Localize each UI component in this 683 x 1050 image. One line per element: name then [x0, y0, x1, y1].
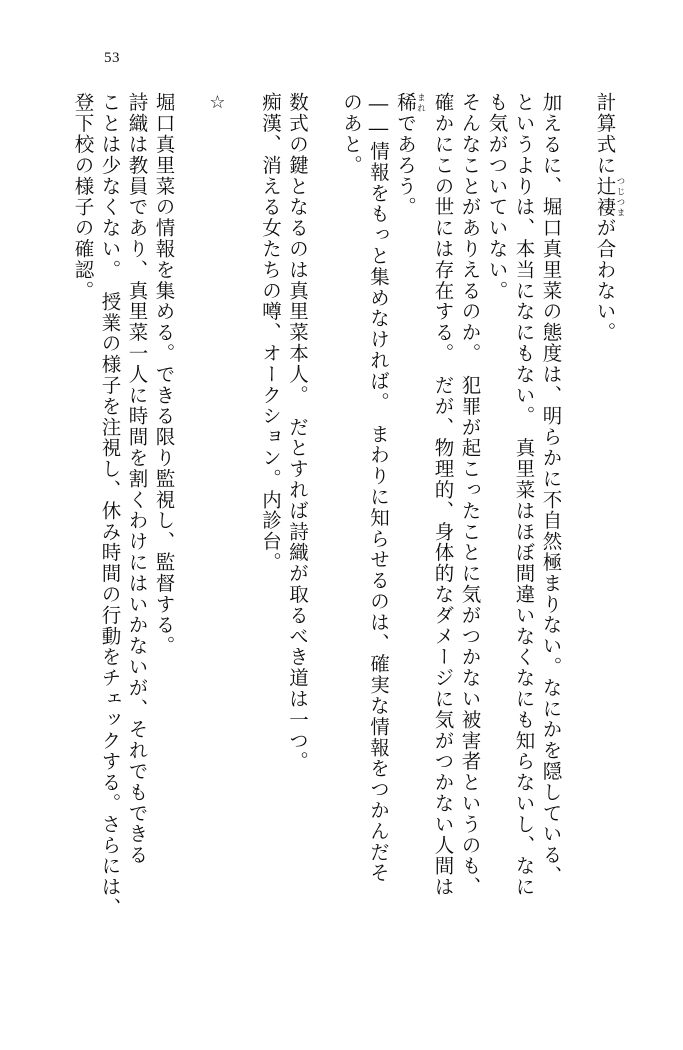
text-line-blank: [315, 92, 335, 992]
text-line-blank: [234, 92, 254, 992]
text-line: 登下校の様子の確認。: [71, 92, 95, 301]
text-line: 加えるに、堀口真里菜の態度は、明らかに不自然極まりない。なにかを隠している、: [539, 92, 563, 887]
text-line: のあと。: [340, 92, 363, 176]
text-line: 計算式に辻褄つじつまが合わない。: [593, 92, 625, 343]
text-line: 数式の鍵となるのは真里菜本人。 だとすれば詩織が取るべき道は一つ。: [286, 92, 309, 772]
text-line: ――情報をもっと集めなければ。 まわりに知らせるのは、確実な情報をつかんだそ: [367, 92, 390, 884]
text-line: 堀口真里菜の情報を集める。できる限り監視し、監督する。: [152, 92, 176, 657]
text-line: そんなことがありえるのか。 犯罪が起こったことに気がつかない被害者というのも、: [458, 92, 482, 898]
text-line: 稀まれであろう。: [394, 92, 426, 218]
page-number: 53: [104, 50, 120, 66]
text-line: 確かにこの世には存在する。 だが、物理的、身体的なダメージに気がつかない人間は: [431, 92, 455, 898]
text-line-blank: [568, 92, 588, 992]
text-line: ことは少なくない。 授業の様子を注視し、休み時間の行動をチェックする。さらには、: [98, 92, 122, 919]
text-line: というよりは、本当になにもない。 真里菜はほぼ間違いなくなにも知らないし、なに: [512, 92, 536, 898]
scene-break-star: ☆: [207, 92, 228, 115]
vertical-text-block: [65, 92, 625, 992]
text-line: 痴漢、消える女たちの噂、オークション。内診台。: [259, 92, 282, 573]
text-line: 詩織は教員であり、真里菜一人に時間を割くわけにはいかないが、それでもできる: [125, 92, 149, 866]
text-line-blank: [181, 92, 201, 992]
text-line: も気がついていない。: [485, 92, 509, 301]
